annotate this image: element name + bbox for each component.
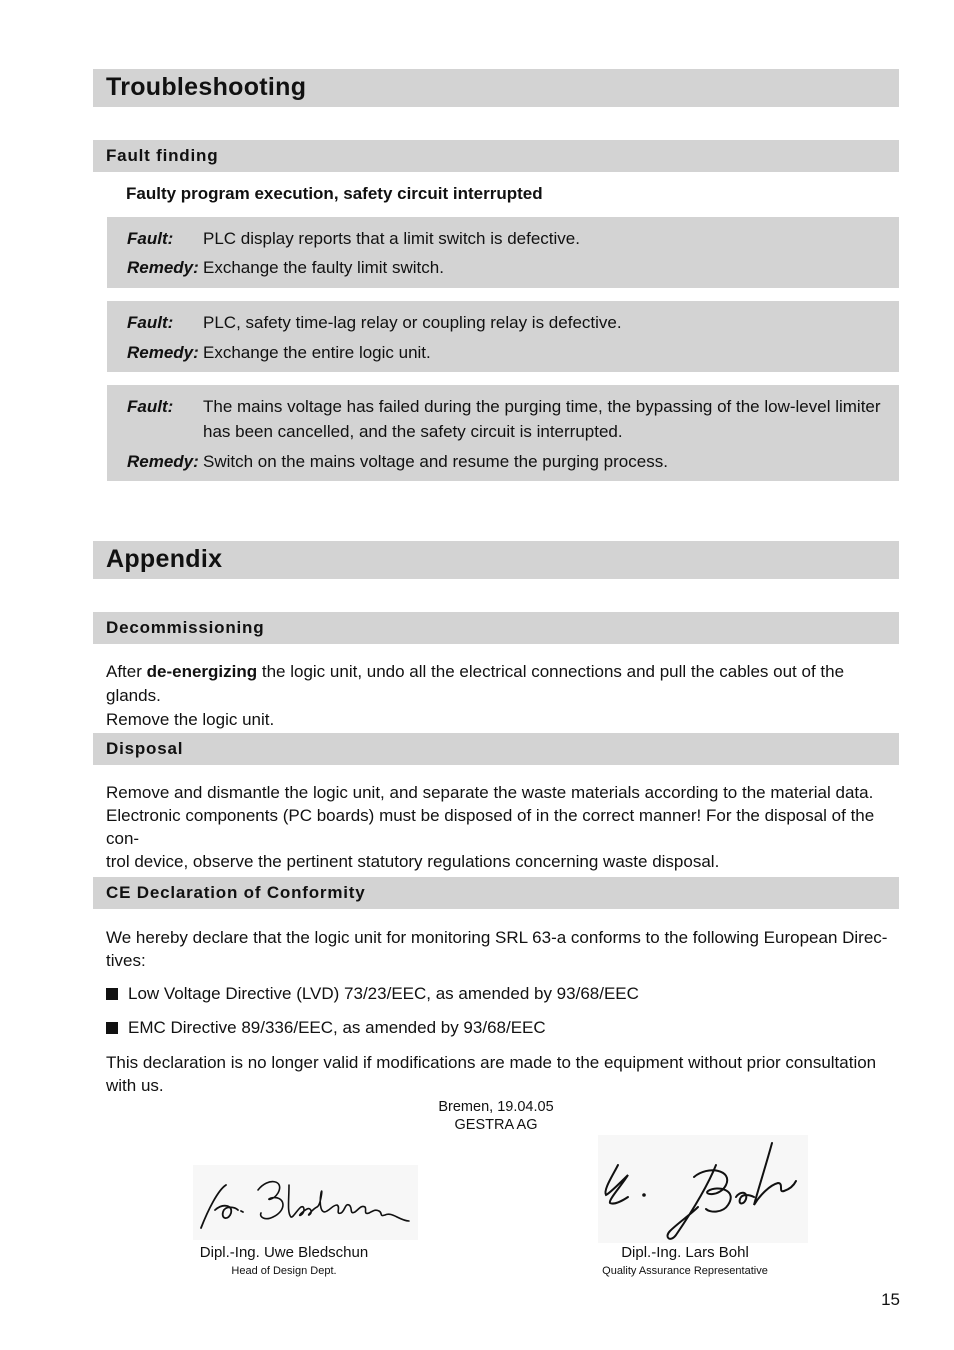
remedy-text: Switch on the mains voltage and resume the purging process. <box>203 452 668 471</box>
remedy-row <box>127 449 897 474</box>
fault-text: PLC, safety time-lag relay or coupling relay is defective. <box>203 313 622 332</box>
fault-row-continued <box>127 419 897 444</box>
fault-box-3 <box>107 385 899 481</box>
subsection-title: Disposal <box>106 739 184 758</box>
signatory-role: Head of Design Dept. <box>231 1265 337 1277</box>
ce-validity-text: This declaration is no longer valid if modifications are made to the equipment without prior consultation with us. <box>106 1053 877 1095</box>
remedy-row <box>127 255 897 280</box>
emphasis: de-energizing <box>146 662 258 681</box>
subsection-title: Decommissioning <box>106 618 265 637</box>
fault-row <box>127 226 897 251</box>
subsection-title: Fault finding <box>106 146 219 165</box>
remedy-label: Remedy: <box>127 343 199 362</box>
decommissioning-text: After de-energizing the logic unit, undo all the electrical connections and pull the cables out of the glands. Remove the logic unit. <box>106 662 845 729</box>
fault-row <box>127 394 897 419</box>
directive-list-item: Low Voltage Directive (LVD) 73/23/EEC, as amended by 93/68/EEC <box>106 982 639 1005</box>
fault-subheading: Faulty program execution, safety circuit interrupted <box>126 184 543 203</box>
remedy-label: Remedy: <box>127 452 199 471</box>
subsection-header-decommissioning <box>93 612 899 644</box>
section-title: Appendix <box>106 545 223 573</box>
remedy-row <box>127 340 897 365</box>
signatory-name: Dipl.-Ing. Uwe Bledschun <box>199 1244 369 1261</box>
company-name: GESTRA AG <box>454 1117 538 1133</box>
page-number: 15 <box>881 1290 900 1309</box>
remedy-text: Exchange the faulty limit switch. <box>203 258 444 277</box>
fault-text: The mains voltage has failed during the purging time, the bypassing of the low-level limiter <box>203 397 881 416</box>
fault-row <box>127 310 897 335</box>
ce-intro-text: We hereby declare that the logic unit for monitoring SRL 63-a conforms to the following European Direc- tives: <box>106 928 888 970</box>
fault-box-1 <box>107 217 899 288</box>
subsection-title: CE Declaration of Conformity <box>106 883 366 902</box>
remedy-text: Exchange the entire logic unit. <box>203 343 431 362</box>
fault-text: PLC display reports that a limit switch is defective. <box>203 229 580 248</box>
fault-box-2 <box>107 301 899 372</box>
signature-bledschun-image <box>193 1165 418 1240</box>
fault-label: Fault: <box>127 313 174 332</box>
bullet-square-icon <box>106 1022 118 1034</box>
bullet-square-icon <box>106 988 118 1000</box>
fault-text: has been cancelled, and the safety circuit is interrupted. <box>203 422 623 441</box>
disposal-text: Remove and dismantle the logic unit, and separate the waste materials according to the material data. Electronic components (PC boards) must be disposed of in the correct manner! For the disposal of the con- trol device, observe the pertinent statutory regulations concerning waste disposal. <box>106 783 875 871</box>
section-title: Troubleshooting <box>106 73 307 101</box>
section-header-appendix <box>93 541 899 579</box>
place-date: Bremen, 19.04.05 <box>438 1099 554 1115</box>
signatory-name: Dipl.-Ing. Lars Bohl <box>621 1244 749 1261</box>
remedy-label: Remedy: <box>127 258 199 277</box>
fault-label: Fault: <box>127 229 174 248</box>
subsection-header-ce-declaration <box>93 877 899 909</box>
signatory-role: Quality Assurance Representative <box>602 1265 768 1277</box>
signature-bohl-image <box>598 1135 808 1243</box>
subsection-header-disposal <box>93 733 899 765</box>
subsection-header-fault-finding <box>93 140 899 172</box>
section-header-troubleshooting <box>93 69 899 107</box>
fault-label: Fault: <box>127 397 174 416</box>
directive-list-item: EMC Directive 89/336/EEC, as amended by 93/68/EEC <box>106 1016 546 1039</box>
